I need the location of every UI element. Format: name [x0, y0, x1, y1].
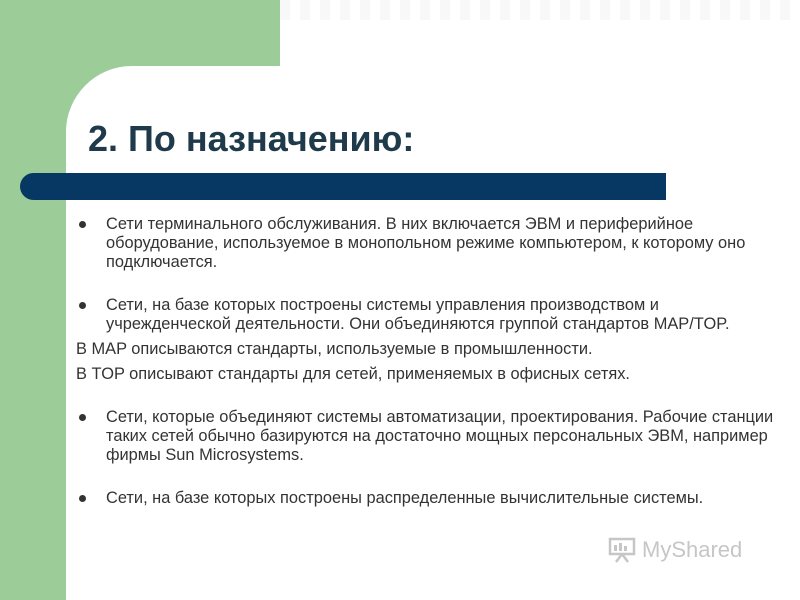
watermark-text: MyShared: [642, 537, 743, 562]
title-underline-bar: [20, 173, 666, 200]
slide-content: [76, 215, 776, 508]
slide-title: 2. По назначению:: [88, 118, 415, 159]
bullet-item: Сети, на базе которых построены распределенные вычислительные системы.: [76, 489, 776, 508]
presentation-icon: [608, 537, 636, 563]
bullet-item: Сети, на базе которых построены системы управления производством и учрежденческой деятельности. Они объединяются группой стандартов MAP/TOP.: [76, 296, 776, 334]
plain-text-line: В TOP описывают стандарты для сетей, применяемых в офисных сетях.: [76, 365, 630, 383]
top-decorative-strip: [280, 0, 800, 20]
bullet-item: Сети терминального обслуживания. В них включается ЭВМ и периферийное оборудование, используемое в монопольном режиме компьютером, к которому оно подключается.: [76, 215, 776, 272]
plain-text-line: В MAP описываются стандарты, используемые в промышленности.: [76, 340, 593, 358]
bullet-item: Сети, которые объединяют системы автоматизации, проектирования. Рабочие станции таких сетей обычно базируются на достаточно мощных персональных ЭВМ, например фирмы Sun Microsystems.: [76, 408, 776, 465]
watermark: [608, 537, 742, 563]
